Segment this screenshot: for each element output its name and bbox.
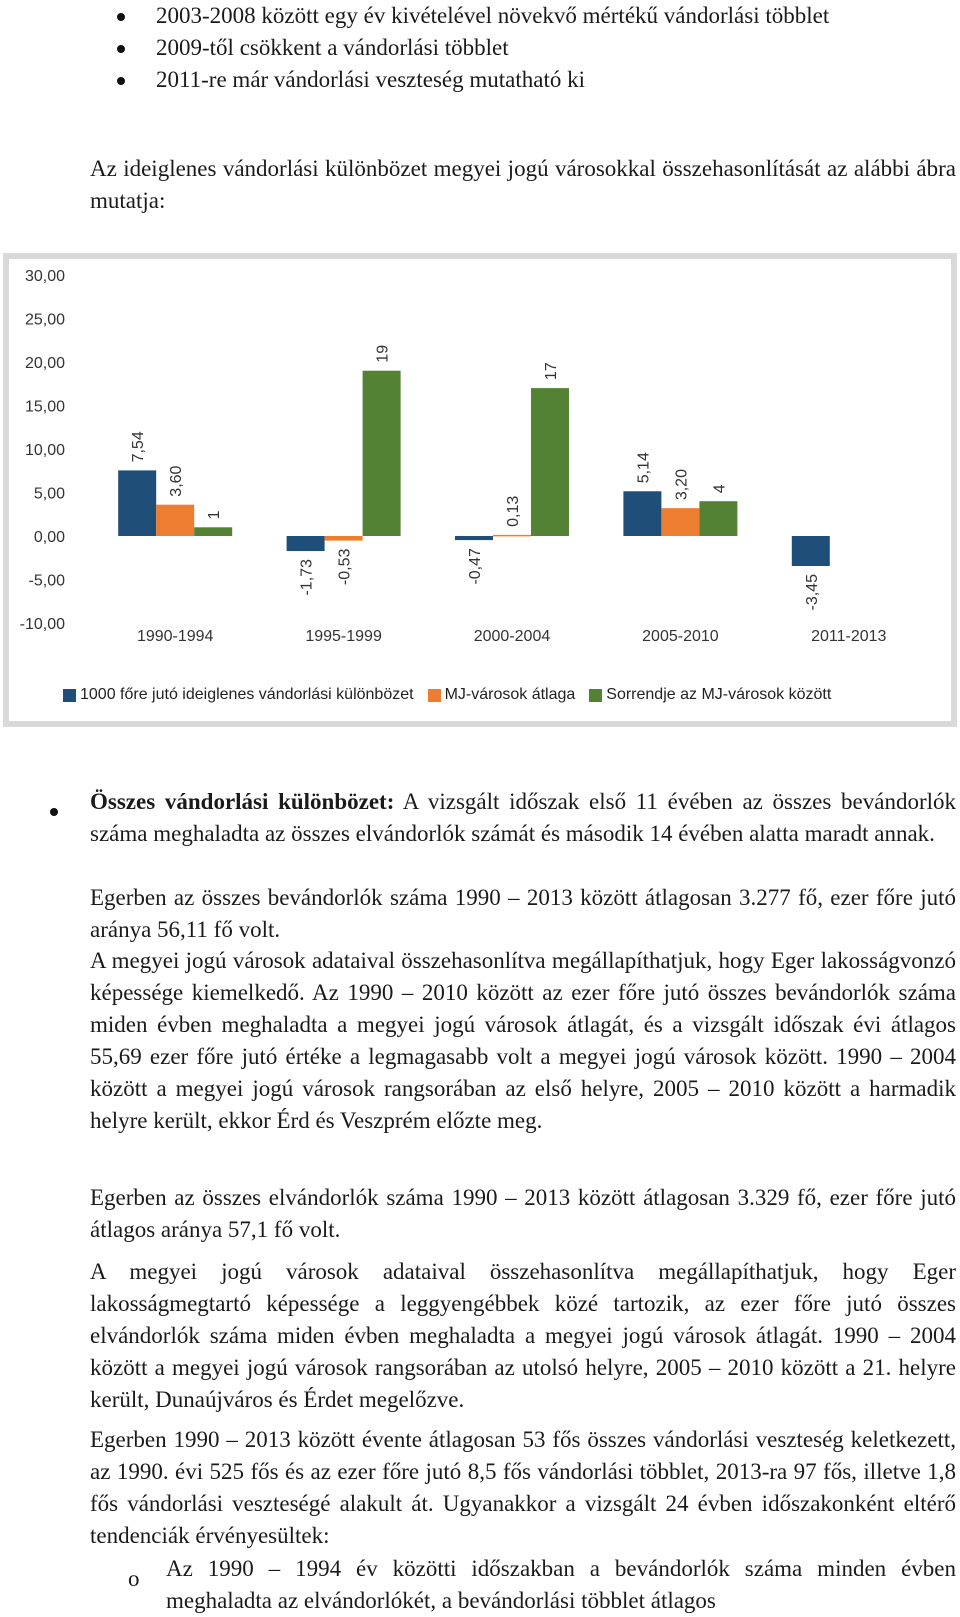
y-tick-label: -5,00 [28, 572, 65, 590]
legend-item-series-1 [63, 686, 414, 704]
x-tick-label: 1990-1994 [136, 628, 214, 645]
bar [118, 470, 156, 536]
legend-item-series-2 [428, 686, 576, 704]
section-bullet [50, 808, 58, 816]
bar [455, 536, 493, 540]
data-label: 7,54 [130, 431, 148, 463]
y-tick-label: 30,00 [24, 268, 65, 285]
data-label: -1,73 [298, 559, 316, 596]
sub-bullet-text: Az 1990 – 1994 év közötti időszakban a bevándorlók száma minden évben meghaladta az elvándorlókét, a bevándorlási többlet átlagos [166, 1556, 956, 1613]
data-label: 19 [374, 344, 392, 363]
section-lead-paragraph [90, 786, 956, 850]
legend-swatch-green [589, 689, 602, 702]
bullet-item: 2003-2008 között egy év kivételével növekvő mértékű vándorlási többlet [90, 0, 956, 32]
bullet-item: 2011-re már vándorlási veszteség mutatható ki [90, 64, 956, 96]
bar [363, 371, 401, 536]
y-tick-label: 10,00 [24, 442, 65, 459]
data-label: 0,13 [505, 495, 522, 527]
paragraph-immigrants: Egerben az összes bevándorlók száma 1990 – 2013 között átlagosan 3.277 fő, ezer főre jutó aránya 56,11 fő volt. [90, 885, 956, 942]
data-label: 3,20 [673, 469, 691, 501]
paragraph-comparison-immigrants: A megyei jogú városok adataival összehasonlítva megállapíthatjuk, hogy Eger lakosságvonzó képessége kiemelkedő. Az 1990 – 2010 között az ezer főre jutó összes bevándorlók száma miden évben meghaladta a megyei jogú városok átlagát, és a vizsgált időszak évi átlagos 55,69 ezer főre jutó értéke a legmagasabb volt a megyei jogú városok között. 1990 – 2004 között a megyei jogú városok rangsorában az első helyre, 2005 – 2010 között a harmadik helyre került, ekkor Érd és Veszprém előzte meg. [90, 948, 956, 1133]
y-tick-label: 25,00 [24, 311, 65, 329]
sub-bullet-marker: o [128, 1566, 140, 1591]
data-label: 3,60 [168, 465, 186, 497]
data-label: 5,14 [635, 452, 653, 484]
y-tick-label: 20,00 [24, 355, 65, 372]
y-tick-label: 15,00 [24, 398, 65, 416]
paragraph-net-migration: Egerben 1990 – 2013 között évente átlagosan 53 fős összes vándorlási veszteség keletkezett, az 1990. évi 525 fős és az ezer főre jutó 8,5 fős vándorlási többlet, 2013-ra 97 fős, illetve 1,8 fős vándorlási veszteségé alakult át. Ugyanakkor a vizsgált 24 évben időszakonként eltérő tendenciák érvényesültek: [90, 1427, 956, 1548]
bar [623, 491, 661, 536]
legend-swatch-orange [428, 689, 441, 702]
data-label: -0,53 [336, 548, 354, 586]
data-label: 17 [543, 362, 560, 381]
bar [287, 536, 325, 551]
legend-swatch-blue [63, 689, 76, 702]
data-label: -3,45 [803, 574, 821, 611]
section-lead-bold: Összes vándorlási különbözet: [90, 789, 395, 814]
bar [792, 536, 830, 566]
paragraph-emigrants: Egerben az összes elvándorlók száma 1990 – 2013 között átlagosan 3.329 fő, ezer főre jutó átlagos aránya 57,1 fő volt. [90, 1185, 956, 1242]
data-label: -0,47 [467, 548, 484, 585]
x-tick-label: 2011-2013 [811, 628, 887, 645]
bar [194, 527, 232, 536]
legend-label: Sorrendje az MJ-városok között [606, 686, 832, 703]
x-tick-label: 1995-1999 [305, 628, 382, 645]
y-tick-label: 0,00 [33, 529, 65, 546]
section-lead-text: A vizsgált időszak első 11 évében az összes bevándorlók száma meghaladta az összes elvándorlók számát és második 14 évében alatta maradt annak. [90, 789, 956, 846]
data-label: 4 [711, 484, 729, 494]
legend-label: MJ-városok átlaga [444, 686, 576, 703]
y-tick-label: -10,00 [19, 616, 65, 633]
y-tick-label: 5,00 [33, 485, 65, 503]
bar [325, 536, 363, 541]
top-bullet-list [90, 0, 960, 96]
migration-chart [3, 253, 957, 727]
legend-label: 1000 főre jutó ideiglenes vándorlási különbözet [80, 686, 414, 703]
legend-item-series-3 [589, 686, 831, 704]
data-label: 1 [206, 510, 224, 520]
intro-paragraph: Az ideiglenes vándorlási különbözet megyei jogú városokkal összehasonlítását az alábbi ábra mutatja: [90, 156, 956, 213]
chart-legend [63, 683, 831, 707]
paragraph-comparison-emigrants: A megyei jogú városok adataival összehasonlítva megállapíthatjuk, hogy Eger lakosságmegtartó képessége a leggyengébbek közé tartozik, az ezer főre jutó összes elvándorlók száma miden évben meghaladta a megyei jogú városok átlagát. 1990 – 2004 között a megyei jogú városok rangsorában az utolsó helyre, 2005 – 2010 között a 21. helyre került, Dunaújváros és Érdet megelőzve. [90, 1259, 956, 1412]
chart-svg [3, 253, 957, 727]
x-tick-label: 2000-2004 [473, 628, 551, 645]
bar [531, 388, 569, 536]
bar [156, 505, 194, 536]
bar [699, 501, 737, 536]
x-tick-label: 2005-2010 [642, 628, 719, 645]
bullet-item: 2009-től csökkent a vándorlási többlet [90, 32, 956, 64]
bar [493, 535, 531, 537]
bar [661, 508, 699, 536]
